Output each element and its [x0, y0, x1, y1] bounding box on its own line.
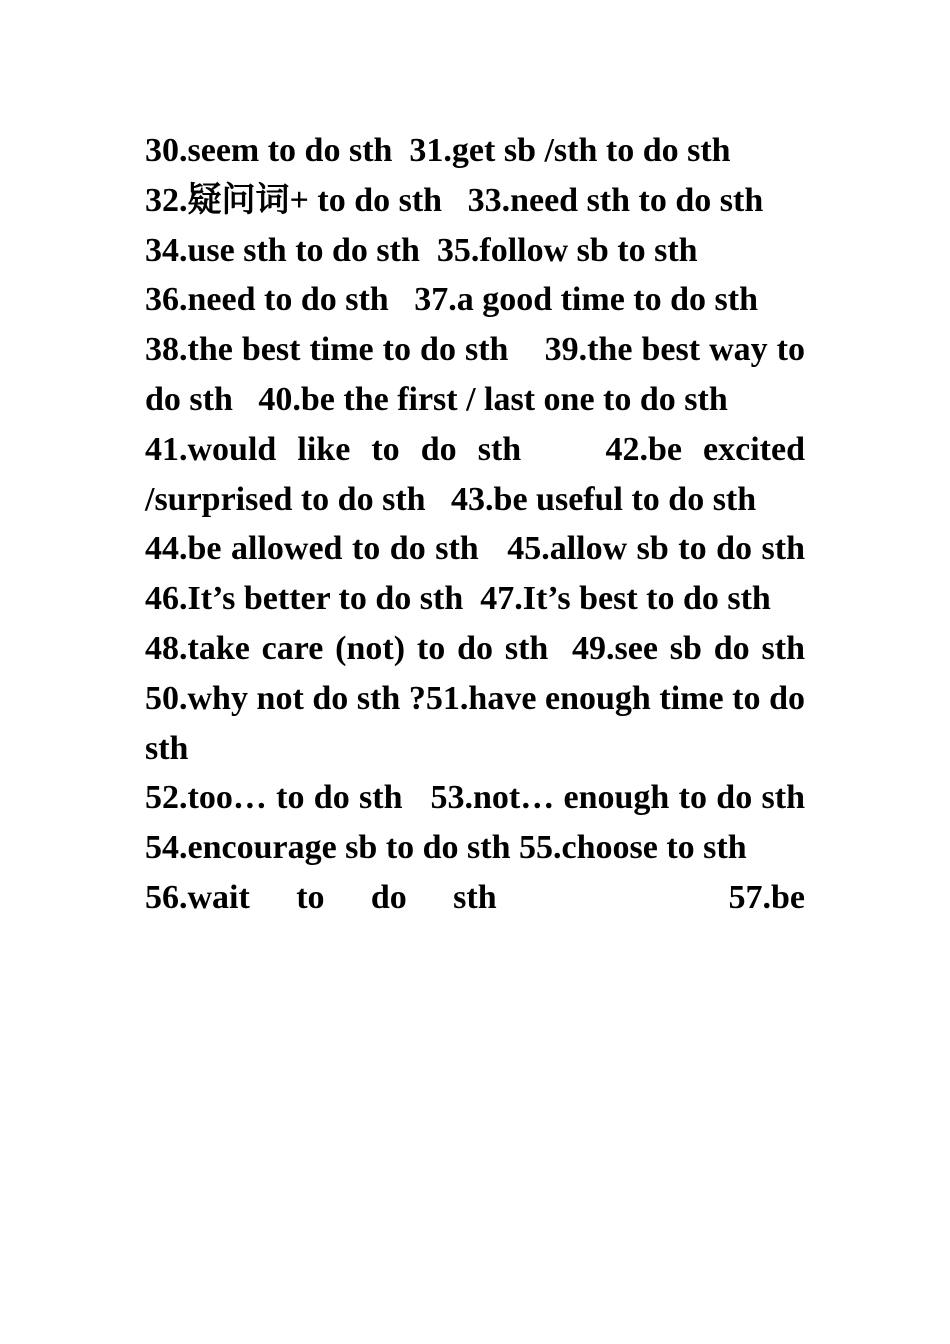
paragraph-56-57: 56.wait to do sth 57.be — [145, 878, 805, 916]
paragraph-44-47: 44.be allowed to do sth 45.allow sb to do sth 46.It’s better to do sth 47.It’s best to do sth — [145, 530, 831, 618]
paragraph-41-43: 41.would like to do sth 42.be excited /surprised to do sth 43.be useful to do sth — [145, 430, 814, 518]
paragraph-32-33: 32.疑问词+ to do sth 33.need sth to do sth — [145, 181, 764, 219]
paragraph-48-51: 48.take care (not) to do sth 49.see sb do sth 50.why not do sth ?51.have enough time to do sth — [145, 629, 822, 767]
paragraph-52-55: 52.too… to do sth 53.not… enough to do sth 54.encourage sb to do sth 55.choose to sth — [145, 779, 839, 867]
paragraph-36-37: 36.need to do sth 37.a good time to do sth — [145, 281, 758, 319]
document-body — [145, 126, 839, 923]
paragraph-38-40: 38.the best time to do sth 39.the best way to do sth 40.be the first / last one to do sth — [145, 331, 814, 418]
paragraph-30-31: 30.seem to do sth 31.get sb /sth to do sth — [145, 132, 731, 169]
paragraph-34-35: 34.use sth to do sth 35.follow sb to sth — [145, 231, 698, 269]
